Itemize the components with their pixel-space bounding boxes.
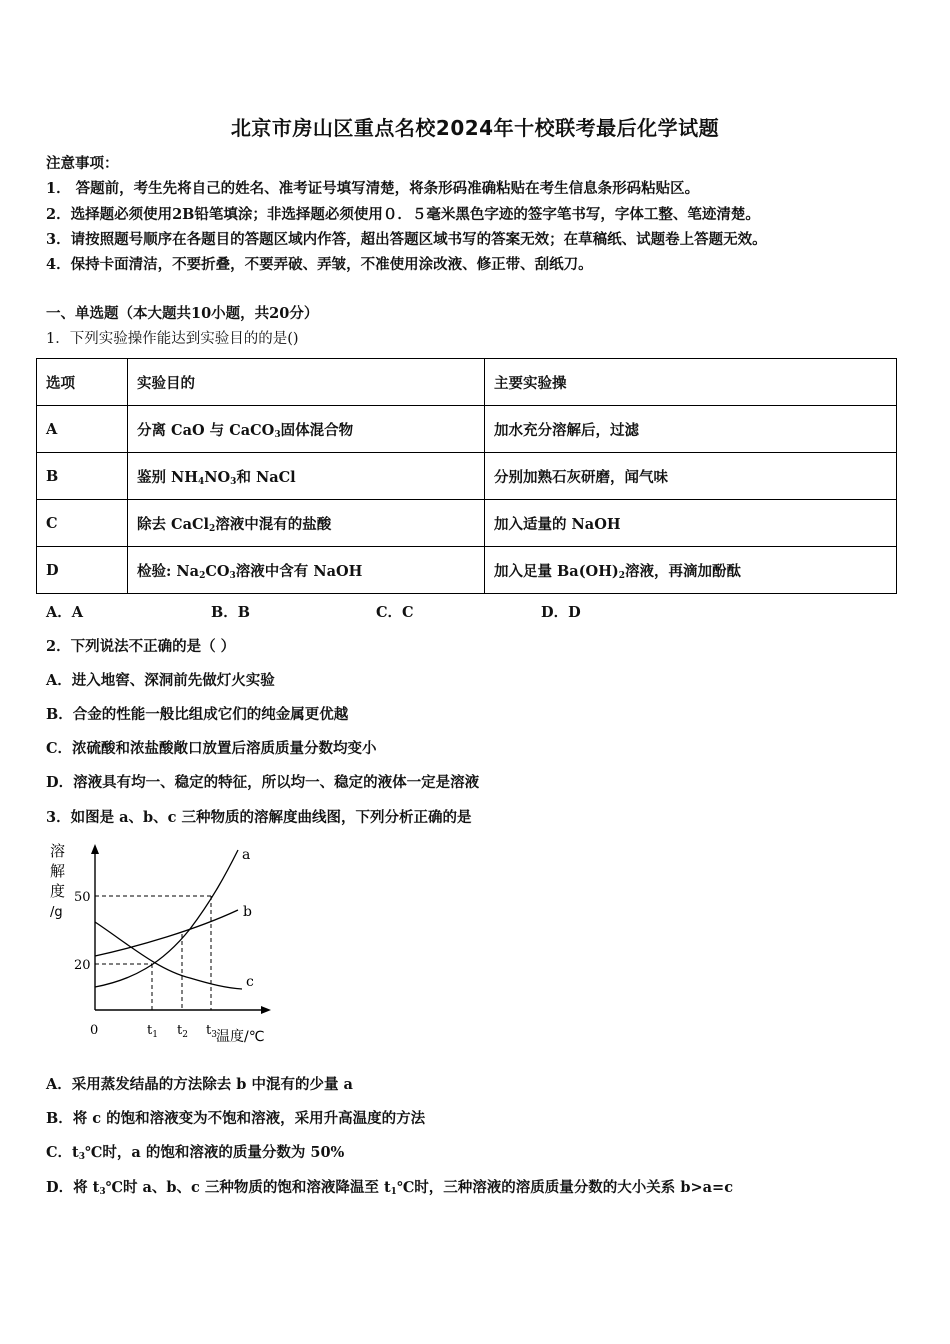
y-axis-arrow — [91, 844, 99, 854]
q3-option-a[interactable]: A．采用蒸发结晶的方法除去 b 中混有的少量 a — [46, 1076, 353, 1093]
q1-stem: 1．下列实验操作能达到实验目的的是() — [46, 331, 299, 347]
origin-label: 0 — [90, 1023, 99, 1038]
table-row — [37, 547, 897, 594]
x-tick-t2: $t_2$ — [177, 1023, 188, 1040]
goal-cell: 分离 CaO 与 CaCO$_3$固体混合物 — [128, 406, 485, 453]
table-row — [37, 500, 897, 547]
q1-option-d[interactable]: D．D — [541, 604, 581, 621]
q2-option-d[interactable]: D．溶液具有均一、稳定的特征，所以均一、稳定的液体一定是溶液 — [46, 774, 480, 791]
table-header: 实验目的 — [128, 359, 485, 406]
q1-table — [36, 358, 897, 594]
option-cell: C — [37, 500, 128, 547]
goal-cell: 除去 CaCl$_2$溶液中混有的盐酸 — [128, 500, 485, 547]
table-header-row — [37, 359, 897, 406]
x-axis-label: 温度/℃ — [216, 1029, 265, 1045]
x-axis-arrow — [261, 1006, 271, 1014]
table-header: 主要实验操 — [485, 359, 897, 406]
q3-option-b[interactable]: B．将 c 的饱和溶液变为不饱和溶液，采用升高温度的方法 — [46, 1110, 426, 1127]
option-cell: B — [37, 453, 128, 500]
q1-option-a[interactable]: A．A — [46, 604, 84, 621]
solubility-curve-graph — [40, 834, 280, 1049]
y-axis-label: /g — [50, 905, 63, 920]
operation-cell: 加水充分溶解后，过滤 — [485, 406, 897, 453]
page-title: 北京市房山区重点名校2024年十校联考最后化学试题 — [230, 116, 720, 140]
curve-a-label: a — [242, 847, 251, 863]
q1-option-b[interactable]: B．B — [211, 604, 251, 621]
curve-b — [95, 910, 238, 956]
q1-option-c[interactable]: C．C — [376, 604, 414, 621]
notice-heading: 注意事项： — [46, 155, 119, 172]
y-axis-label: 解 — [50, 862, 66, 880]
operation-cell: 分别加熟石灰研磨，闻气味 — [485, 453, 897, 500]
q3-option-d[interactable]: D．将 $t_3℃$时 a、b、c 三种物质的饱和溶液降温至 $t_1℃$时，三种溶液的溶质质量分数的大小关系 b>a=c — [46, 1179, 734, 1197]
q2-option-b[interactable]: B．合金的性能一般比组成它们的纯金属更优越 — [46, 706, 349, 723]
q3-option-c[interactable]: C．$t_3℃$时，a 的饱和溶液的质量分数为 50% — [46, 1144, 345, 1162]
table-header: 选项 — [37, 359, 128, 406]
goal-cell: 鉴别 $NH_4NO_3$和 NaCl — [128, 453, 485, 500]
operation-cell: 加入足量 $Ba(OH)_2$溶液，再滴加酚酞 — [485, 547, 897, 594]
table-row — [37, 406, 897, 453]
curve-c-label: c — [246, 974, 254, 990]
notice-item-4: 4．保持卡面清洁，不要折叠，不要弄破、弄皱，不准使用涂改液、修正带、刮纸刀。 — [46, 256, 593, 273]
curve-a — [95, 850, 238, 987]
y-axis-label: 溶 — [50, 842, 66, 860]
curve-b-label: b — [243, 904, 252, 920]
operation-cell: 加入适量的 NaOH — [485, 500, 897, 547]
section-heading: 一、单选题（本大题共10小题，共20分） — [46, 305, 319, 322]
curve-c — [95, 922, 242, 989]
notice-item-2: 2．选择题必须使用2B铅笔填涂；非选择题必须使用０．５毫米黑色字迹的签字笔书写，字体工整、笔迹清楚。 — [46, 206, 760, 223]
notice-item-1: 1． 答题前，考生先将自己的姓名、准考证号填写清楚，将条形码准确粘贴在考生信息条形码粘贴区。 — [46, 180, 700, 197]
q2-option-a[interactable]: A．进入地窖、深洞前先做灯火实验 — [46, 672, 275, 689]
x-tick-t3: $t_3$ — [206, 1023, 217, 1040]
q2-option-c[interactable]: C．浓硫酸和浓盐酸敞口放置后溶质质量分数均变小 — [46, 740, 377, 757]
q3-stem: 3．如图是 a、b、c 三种物质的溶解度曲线图，下列分析正确的是 — [46, 809, 472, 826]
y-tick-20: 20 — [74, 958, 91, 973]
q2-stem: 2．下列说法不正确的是（ ） — [46, 638, 236, 655]
option-cell: A — [37, 406, 128, 453]
goal-cell: 检验: $Na_2CO_3$溶液中含有 NaOH — [128, 547, 485, 594]
table-row — [37, 453, 897, 500]
x-tick-t1: $t_1$ — [147, 1023, 158, 1040]
y-tick-50: 50 — [74, 890, 91, 905]
notice-item-3: 3．请按照题号顺序在各题目的答题区域内作答，超出答题区域书写的答案无效；在草稿纸、试题卷上答题无效。 — [46, 231, 767, 248]
y-axis-label: 度 — [50, 882, 66, 900]
option-cell: D — [37, 547, 128, 594]
